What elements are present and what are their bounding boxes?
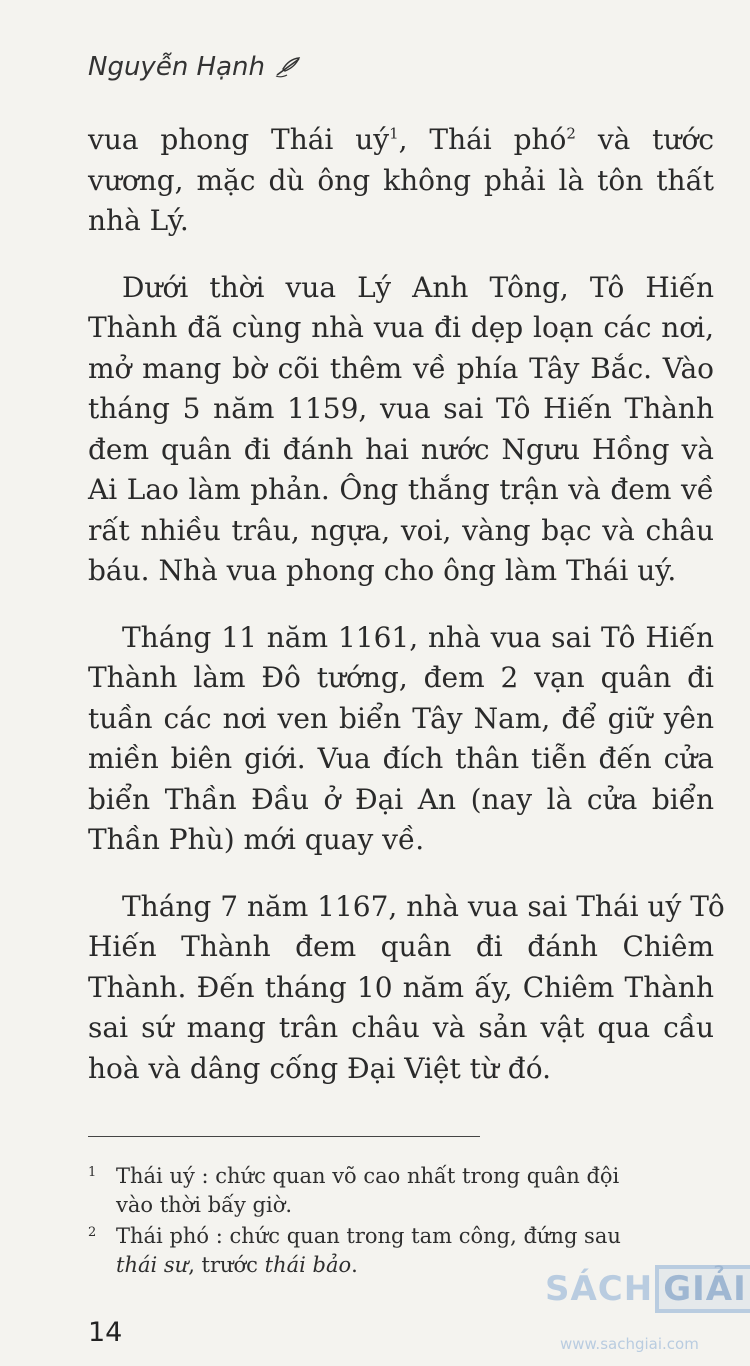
paragraph — [88, 120, 714, 242]
footnote-ref: 1 — [389, 124, 399, 143]
paragraph — [88, 887, 725, 1090]
text-line: miền biên giới. Vua đích thân tiễn đến cửa — [88, 742, 714, 775]
text-line: Ai Lao làm phản. Ông thắng trận và đem về — [88, 473, 714, 506]
text-line: Tháng 7 năm 1167, nhà vua sai Thái uý Tô — [122, 889, 725, 923]
footnote — [88, 1162, 714, 1220]
text-line: biển Thần Đầu ở Đại An (nay là cửa biển — [88, 782, 714, 816]
text-line: Hiến Thành đem quân đi đánh Chiêm — [88, 930, 714, 963]
quill-pen-icon — [273, 55, 303, 79]
author-name: Nguyễn Hạnh — [88, 52, 265, 82]
footnote-ref: 2 — [566, 124, 576, 143]
text-line: mở mang bờ cõi thêm về phía Tây Bắc. Vào — [88, 351, 714, 385]
text-line: Thành. Đến tháng 10 năm ấy, Chiêm Thành — [88, 970, 714, 1004]
footnote-divider — [88, 1136, 480, 1137]
footnotes — [88, 1162, 714, 1282]
footnote-line: vào thời bấy giờ. — [116, 1193, 293, 1217]
text-line: tháng 5 năm 1159, vua sai Tô Hiến Thành — [88, 392, 714, 425]
footnote-number: 1 — [88, 1165, 97, 1180]
text-line: Thành đã cùng nhà vua đi dẹp loạn các nơi, — [88, 311, 714, 344]
watermark-logo: SÁCH GIẢI — [545, 1265, 750, 1313]
text-line: vương, mặc dù ông không phải là tôn thất — [88, 163, 714, 197]
footnote-number: 2 — [88, 1225, 97, 1240]
paragraph — [88, 618, 714, 861]
paragraph — [88, 268, 714, 592]
text-line: Thần Phù) mới quay về. — [88, 823, 425, 856]
running-header — [88, 52, 303, 82]
body-text — [88, 120, 725, 1115]
footnote-line: Thái phó : chức quan trong tam công, đứng sau — [116, 1224, 621, 1248]
text-line: hoà và dâng cống Đại Việt từ đó. — [88, 1051, 551, 1085]
text-line: Tháng 11 năm 1161, nhà vua sai Tô Hiến — [122, 620, 714, 654]
text-line: rất nhiều trâu, ngựa, voi, vàng bạc và châu — [88, 513, 714, 547]
page-number: 14 — [88, 1317, 123, 1348]
footnote-line: thái sư, trước thái bảo. — [116, 1253, 358, 1277]
text-line: Thành làm Đô tướng, đem 2 vạn quân đi — [88, 661, 714, 694]
watermark-url: www.sachgiai.com — [560, 1335, 699, 1353]
text-line: báu. Nhà vua phong cho ông làm Thái uý. — [88, 554, 677, 587]
text-line: vua phong Thái $uý^1$, Thái phó$^2$ và tước — [88, 123, 715, 156]
footnote-line: Thái uý : chức quan võ cao nhất trong quân đội — [116, 1164, 620, 1188]
text-line: Dưới thời vua Lý Anh Tông, Tô Hiến — [122, 270, 714, 304]
text-line: đem quân đi đánh hai nước Ngưu Hồng và — [88, 432, 714, 466]
text-line: nhà Lý. — [88, 204, 189, 237]
text-line: sai sứ mang trân châu và sản vật qua cầu — [88, 1011, 714, 1044]
text-line: tuần các nơi ven biển Tây Nam, để giữ yên — [88, 701, 714, 735]
